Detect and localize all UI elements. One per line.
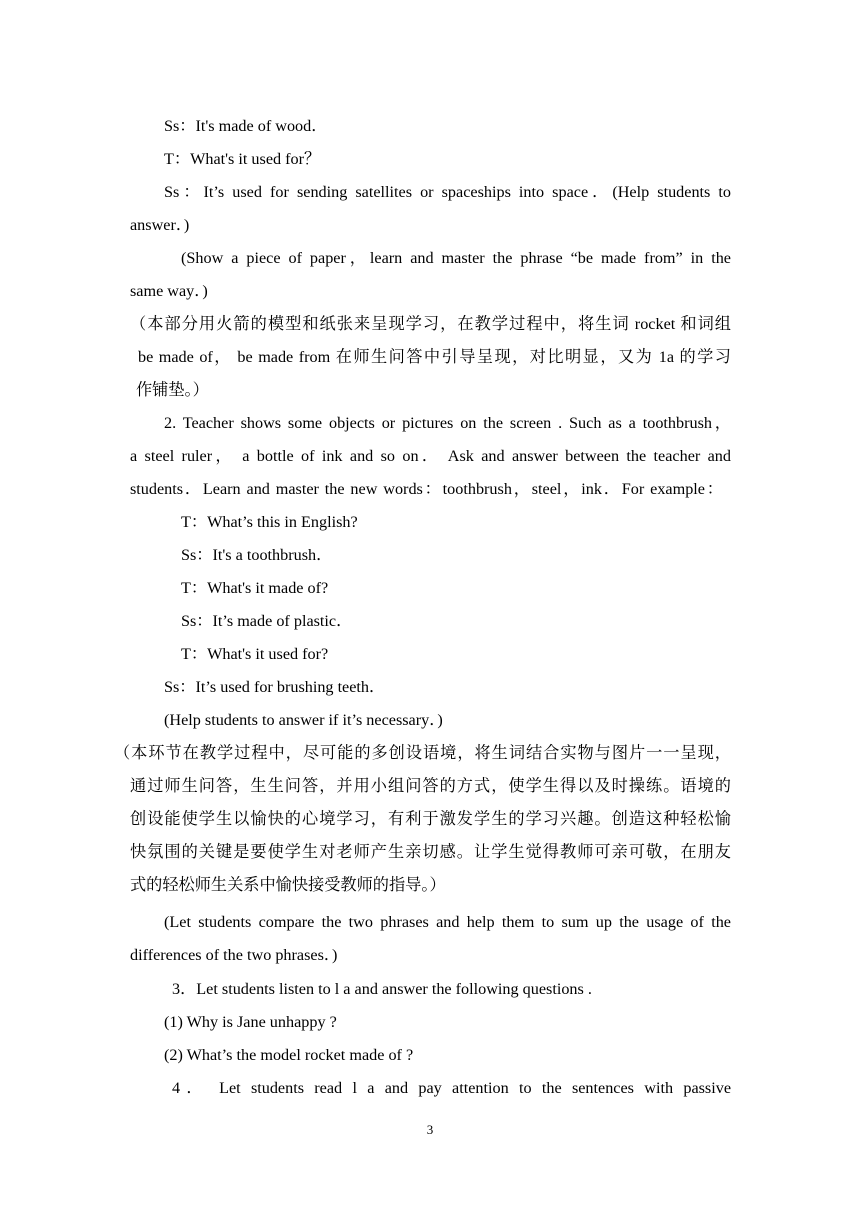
text-line: differences of the two phrases．) bbox=[130, 946, 338, 964]
text-line: a steel ruler， a bottle of ink and so on． Ask and answer between the teacher and bbox=[130, 447, 731, 465]
text-line: （本部分用火箭的模型和纸张来呈现学习，在教学过程中，将生词 rocket 和词组 bbox=[130, 315, 731, 333]
text-line: T：What’s this in English? bbox=[181, 513, 358, 531]
text-line: answer．) bbox=[130, 216, 190, 234]
text-line: 2. Teacher shows some objects or pictures on the screen . Such as a toothbrush， bbox=[164, 414, 731, 432]
page-number: 3 bbox=[426, 1122, 434, 1137]
text-line: 创设能使学生以愉快的心境学习，有利于激发学生的学习兴趣。创造这种轻松愉 bbox=[130, 810, 731, 828]
text-line: students．Learn and master the new words：toothbrush，steel，ink．For example： bbox=[130, 480, 723, 498]
text-line: Ss：It's made of wood． bbox=[164, 117, 328, 135]
text-line: Ss：It’s used for sending satellites or spaceships into space．(Help students to bbox=[164, 183, 731, 201]
text-line: be made of， be made from 在师生问答中引导呈现，对比明显，又为 1a 的学习 bbox=[138, 348, 731, 366]
text-line: (Help students to answer if it’s necessary．) bbox=[164, 711, 443, 729]
text-line: 快氛围的关键是要使学生对老师产生亲切感。让学生觉得教师可亲可敬，在朋友 bbox=[130, 843, 731, 861]
text-line: (1) Why is Jane unhappy ? bbox=[164, 1013, 337, 1031]
text-line: Ss：It’s used for brushing teeth． bbox=[164, 678, 386, 696]
text-line: 3．Let students listen to l a and answer the following questions . bbox=[172, 980, 592, 998]
text-line: (2) What’s the model rocket made of ? bbox=[164, 1046, 414, 1064]
text-line: Ss：It’s made of plastic． bbox=[181, 612, 353, 630]
text-line: 式的轻松师生关系中愉快接受教师的指导。） bbox=[130, 876, 446, 894]
text-line: （本环节在教学过程中，尽可能的多创设语境，将生词结合实物与图片一一呈现， bbox=[114, 744, 731, 762]
text-line: (Let students compare the two phrases and help them to sum up the usage of the bbox=[164, 913, 731, 931]
text-line: same way．) bbox=[130, 282, 208, 300]
text-line: T：What's it used for? bbox=[181, 645, 329, 663]
text-line: T：What's it used for？ bbox=[164, 150, 321, 168]
text-line: Ss：It's a toothbrush． bbox=[181, 546, 333, 564]
text-line: 通过师生问答，生生问答，并用小组问答的方式，使学生得以及时操练。语境的 bbox=[130, 777, 731, 795]
text-line: T：What's it made of? bbox=[181, 579, 329, 597]
text-line: (Show a piece of paper，learn and master the phrase “be made from” in the bbox=[181, 249, 731, 267]
text-line: 作铺垫。） bbox=[136, 381, 209, 399]
text-line: 4． Let students read l a and pay attention to the sentences with passive bbox=[172, 1079, 731, 1097]
